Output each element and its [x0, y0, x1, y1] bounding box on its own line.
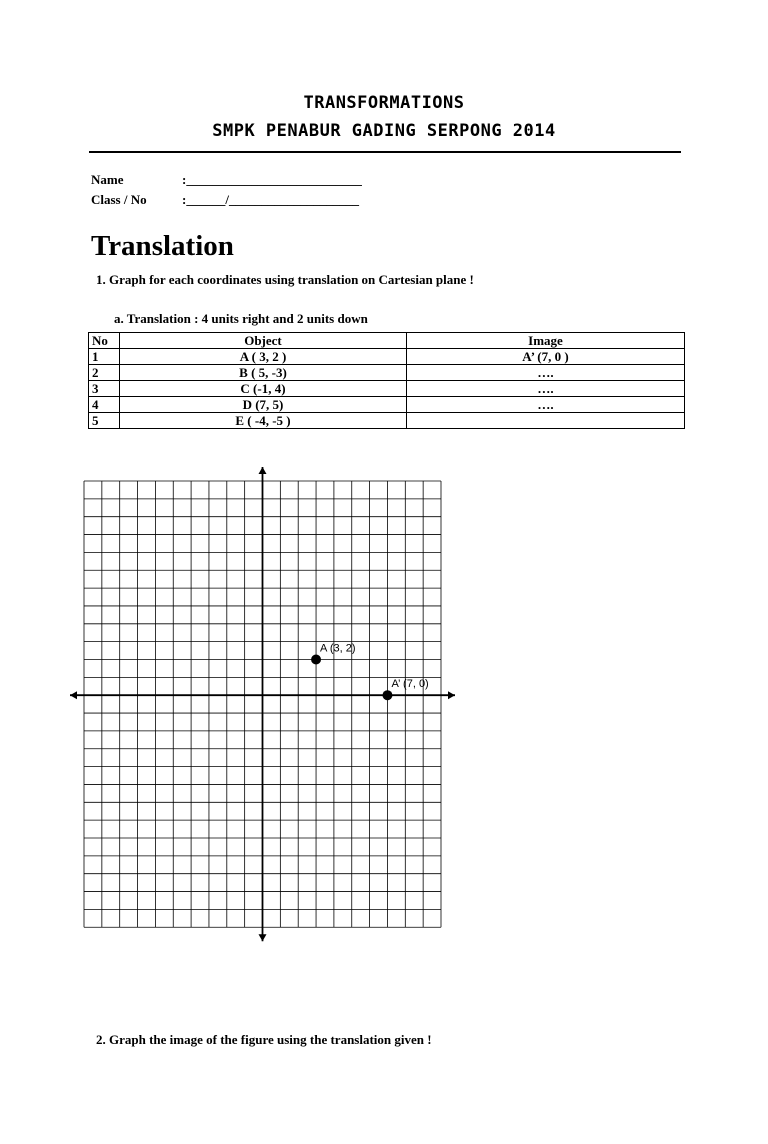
data-point: [382, 690, 392, 700]
table-row: [89, 397, 685, 413]
translation-table: [88, 332, 685, 429]
table-header-row: [89, 333, 685, 349]
row-object: D (7, 5): [120, 397, 407, 413]
row-image: ….: [407, 397, 685, 413]
school-name: SMPK PENABUR GADING SERPONG 2014: [212, 121, 556, 141]
header-divider: [89, 151, 681, 153]
x-axis-right-arrow: [448, 691, 455, 699]
class-field: :______/____________________: [182, 192, 359, 207]
row-no: 4: [89, 397, 120, 413]
table-row: [89, 349, 685, 365]
table-row: [89, 381, 685, 397]
question-2: 2. Graph the image of the figure using the translation given !: [96, 1032, 432, 1047]
question-1: 1. Graph for each coordinates using translation on Cartesian plane !: [96, 272, 474, 287]
row-image: ….: [407, 381, 685, 397]
data-point-label: A’ (7, 0): [391, 678, 429, 691]
table-row: [89, 413, 685, 429]
x-axis-left-arrow: [70, 691, 77, 699]
row-object: E ( -4, -5 ): [120, 413, 407, 429]
name-field: :___________________________: [182, 172, 362, 187]
col-no-header: No: [89, 333, 120, 349]
worksheet-title: TRANSFORMATIONS: [303, 93, 465, 113]
row-no: 5: [89, 413, 120, 429]
row-no: 3: [89, 381, 120, 397]
y-axis-down-arrow: [259, 934, 267, 941]
table-row: [89, 365, 685, 381]
row-image: A’ (7, 0 ): [407, 349, 685, 365]
y-axis-up-arrow: [259, 467, 267, 474]
axes: [70, 467, 455, 941]
cartesian-grid: [70, 462, 650, 972]
col-object-header: Object: [120, 333, 407, 349]
row-no: 1: [89, 349, 120, 365]
class-label: Class / No: [91, 192, 147, 207]
row-image: [407, 413, 685, 429]
row-object: B ( 5, -3): [120, 365, 407, 381]
data-point: [311, 655, 321, 665]
row-image: ….: [407, 365, 685, 381]
row-object: C (-1, 4): [120, 381, 407, 397]
data-point-label: A (3, 2): [320, 642, 356, 655]
row-object: A ( 3, 2 ): [120, 349, 407, 365]
section-title: Translation: [91, 230, 234, 262]
name-label: Name: [91, 172, 124, 187]
row-no: 2: [89, 365, 120, 381]
question-1a: a. Translation : 4 units right and 2 units down: [114, 311, 368, 326]
col-image-header: Image: [407, 333, 685, 349]
